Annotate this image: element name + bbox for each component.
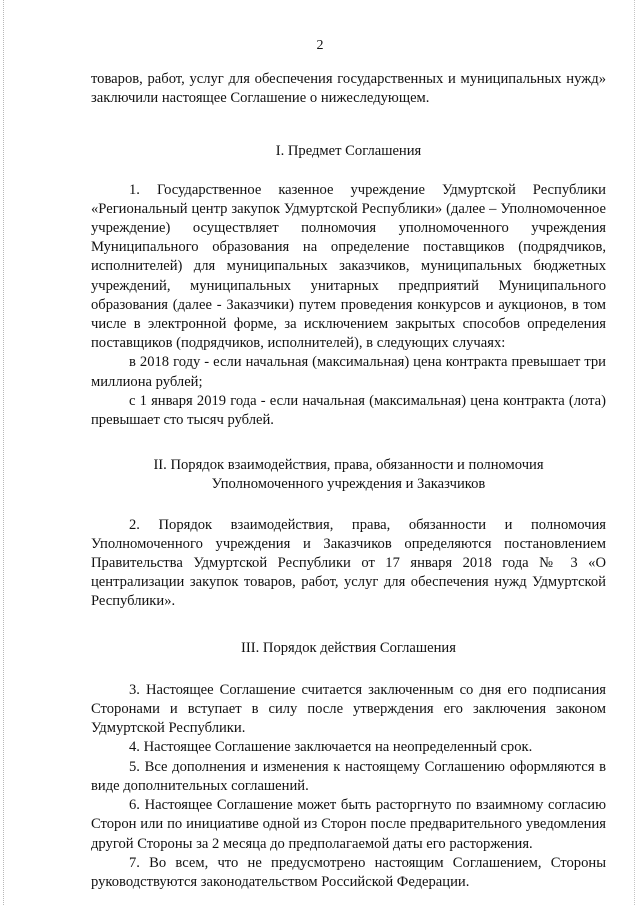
section-3-heading: III. Порядок действия Соглашения <box>241 639 456 656</box>
section-2-heading-line-2: Уполномоченного учреждения и Заказчиков <box>211 476 486 493</box>
section-1-paragraph-3: с 1 января 2019 года - если начальная (максимальная) цена контракта (лота) превышает сто тысяч рублей. <box>91 392 606 429</box>
section-3-paragraph-6: 6. Настоящее Соглашение может быть расторгнуто по взаимному согласию Сторон или по инициативе одной из Сторон после предварительного уведомления другой Стороны за 2 месяца до предполагаемой даты его расторжения. <box>91 797 606 852</box>
page-number: 2 <box>316 38 324 53</box>
section-1-paragraph-1: 1. Государственное казенное учреждение Удмуртской Республики «Региональный центр закупок Удмуртской Республики» (далее – Уполномоченное учреждение) осуществляет полномочия уполномоченного учреждения Муниципального образования на определение поставщиков (подрядчиков, исполнителей) для муниципальных заказчиков, муниципальных бюджетных учреждений, муниципальных унитарных предприятий Муниципального образования (далее - Заказчики) путем проведения конкурсов и аукционов, в том числе в электронной форме, за исключением закрытых способов определения поставщиков (подрядчиков, исполнителей), в следующих случаях: <box>91 181 606 352</box>
section-2-heading <box>91 456 606 494</box>
section-3-paragraph-5: 5. Все дополнения и изменения к настоящему Соглашению оформляются в виде дополнительных соглашений. <box>91 758 606 794</box>
section-2-paragraph-1: 2. Порядок взаимодействия, права, обязанности и полномочия Уполномоченного учреждения и Заказчиков определяются постановлением Правительства Удмуртской Республики от 17 января 2018 года № 3 «О централизации закупок товаров, работ, услуг для обеспечения нужд Удмуртской Республики». <box>91 516 606 610</box>
intro-paragraph: товаров, работ, услуг для обеспечения государственных и муниципальных нужд» заключили настоящее Соглашение о нижеследующем. <box>91 71 606 107</box>
section-1-paragraph-2: в 2018 году - если начальная (максимальная) цена контракта превышает три миллиона рублей; <box>91 354 606 390</box>
section-3-paragraph-4: 4. Настоящее Соглашение заключается на неопределенный срок. <box>129 739 533 756</box>
section-3-paragraph-3: 3. Настоящее Соглашение считается заключенным со дня его подписания Сторонами и вступает в силу после утверждения его заключения законом Удмуртской Республики. <box>91 681 606 737</box>
section-1-heading: I. Предмет Соглашения <box>275 143 422 160</box>
document-body <box>91 70 606 892</box>
section-3-paragraph-7: 7. Во всем, что не предусмотрено настоящим Соглашением, Стороны руководствуются законодательством Российской Федерации. <box>91 854 606 890</box>
scan-edge-right <box>634 0 636 905</box>
section-2-heading-line-1: II. Порядок взаимодействия, права, обязанности и полномочия <box>153 457 544 474</box>
scan-edge-left <box>3 0 5 905</box>
